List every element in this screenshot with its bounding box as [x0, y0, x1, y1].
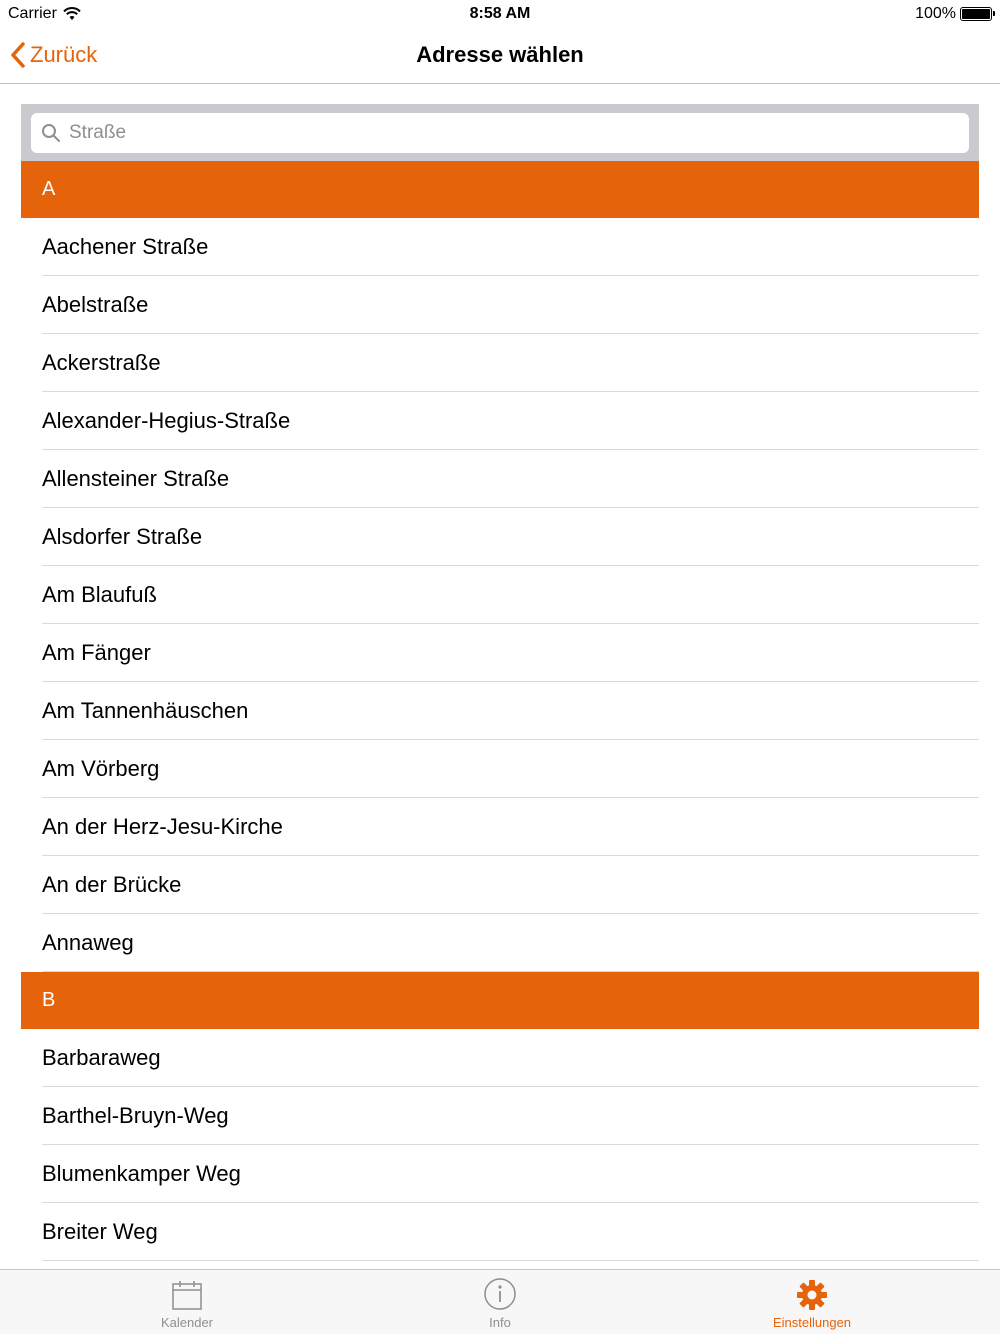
tab-info[interactable]	[400, 1270, 600, 1334]
carrier-label: Carrier	[8, 5, 57, 22]
search-bar	[21, 104, 979, 161]
section-header-b: B	[21, 972, 979, 1029]
list-item[interactable]: Barbaraweg	[21, 1029, 979, 1087]
tab-info-label: Info	[489, 1315, 511, 1330]
calendar-icon	[171, 1279, 203, 1311]
list-item[interactable]: Am Tannenhäuschen	[21, 682, 979, 740]
gear-icon	[796, 1279, 828, 1311]
search-icon	[41, 123, 61, 143]
tab-kalender-label: Kalender	[160, 1315, 214, 1330]
status-bar	[0, 0, 1000, 28]
list-item[interactable]: Aachener Straße	[21, 218, 979, 276]
search-input[interactable]	[69, 122, 929, 144]
list-item[interactable]: Am Vörberg	[21, 740, 979, 798]
list-item[interactable]: Abelstraße	[21, 276, 979, 334]
address-list	[21, 104, 979, 1261]
battery-percent: 100%	[915, 5, 956, 22]
list-item[interactable]: Alsdorfer Straße	[21, 508, 979, 566]
tab-einstellungen-label: Einstellungen	[772, 1315, 852, 1330]
navigation-bar	[0, 28, 1000, 84]
list-item[interactable]: Blumenkamper Weg	[21, 1145, 979, 1203]
list-item[interactable]: Am Fänger	[21, 624, 979, 682]
status-time: 8:58 AM	[469, 5, 531, 22]
search-field[interactable]	[31, 113, 969, 153]
back-button-label: Zurück	[30, 42, 98, 67]
list-item[interactable]: Ackerstraße	[21, 334, 979, 392]
list-item[interactable]: Annaweg	[21, 914, 979, 972]
list-item[interactable]: Alexander-Hegius-Straße	[21, 392, 979, 450]
list-item[interactable]: Am Blaufuß	[21, 566, 979, 624]
section-header-a: A	[21, 161, 979, 218]
list-item[interactable]: An der Herz-Jesu-Kirche	[21, 798, 979, 856]
page-title: Adresse wählen	[416, 42, 584, 67]
tab-bar	[0, 1269, 1000, 1334]
tab-kalender[interactable]	[87, 1270, 287, 1334]
list-item[interactable]: Breiter Weg	[21, 1203, 979, 1261]
tab-einstellungen[interactable]	[712, 1270, 912, 1334]
battery-indicator	[915, 5, 992, 23]
list-item[interactable]: Barthel-Bruyn-Weg	[21, 1087, 979, 1145]
list-item[interactable]: Allensteiner Straße	[21, 450, 979, 508]
battery-icon	[960, 7, 992, 21]
info-icon	[483, 1277, 517, 1311]
list-item[interactable]: An der Brücke	[21, 856, 979, 914]
